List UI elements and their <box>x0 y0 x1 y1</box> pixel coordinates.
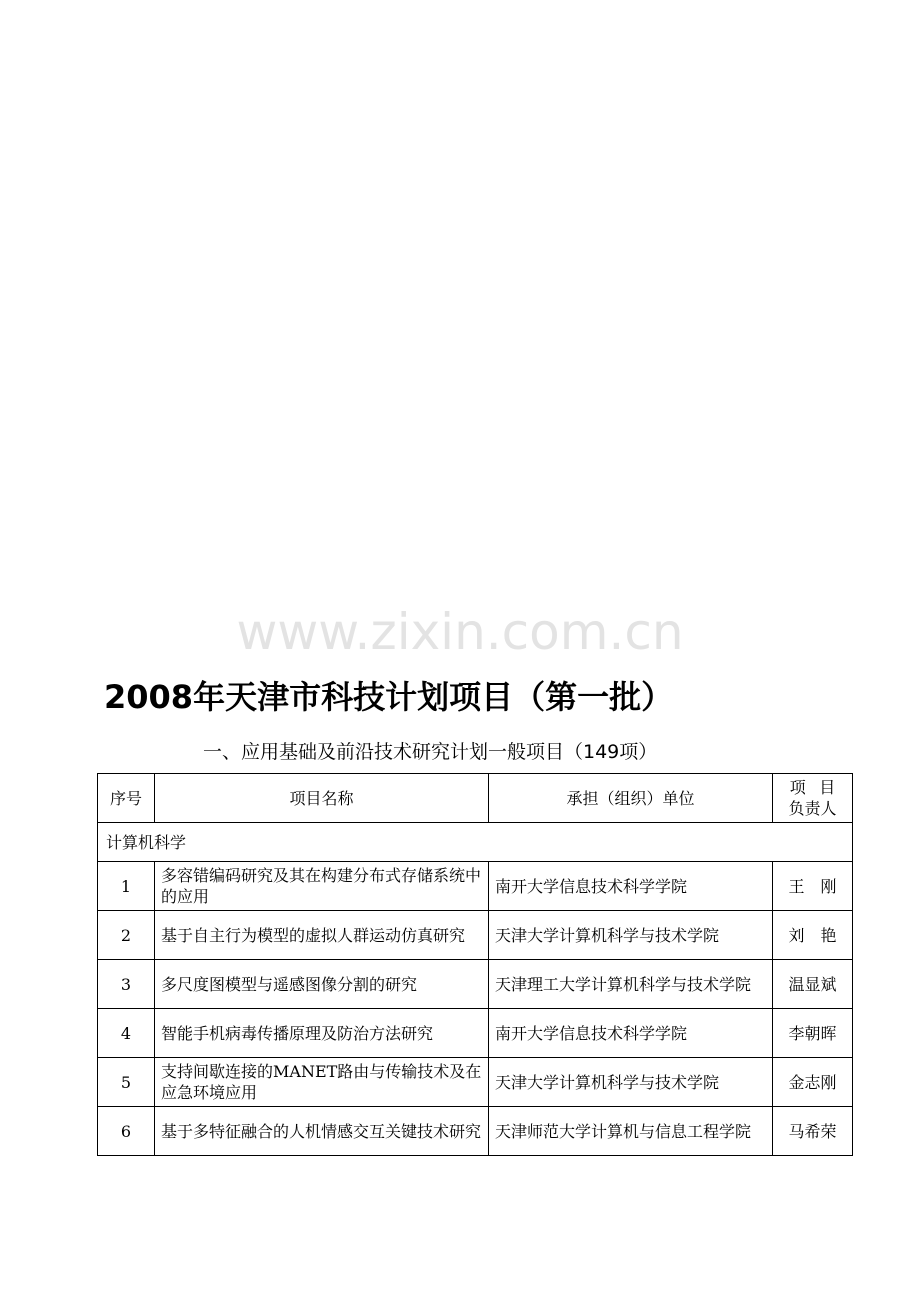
row-project-name: 多容错编码研究及其在构建分布式存储系统中的应用 <box>155 862 489 911</box>
row-unit: 天津理工大学计算机科学与技术学院 <box>489 960 773 1009</box>
row-unit: 天津大学计算机科学与技术学院 <box>489 911 773 960</box>
row-no: 6 <box>98 1107 155 1156</box>
row-unit: 天津大学计算机科学与技术学院 <box>489 1058 773 1107</box>
header-name: 项目名称 <box>155 774 489 823</box>
table-row <box>98 1058 853 1107</box>
header-lead-line2: 负责人 <box>788 799 837 818</box>
projects-table <box>97 773 853 1156</box>
row-no: 4 <box>98 1009 155 1058</box>
header-lead-char-2: 目 <box>819 778 836 797</box>
row-project-name: 智能手机病毒传播原理及防治方法研究 <box>155 1009 489 1058</box>
header-lead-char-1: 项 <box>789 778 806 797</box>
row-unit: 南开大学信息技术科学学院 <box>489 862 773 911</box>
row-lead: 王 刚 <box>773 862 853 911</box>
row-lead: 金志刚 <box>773 1058 853 1107</box>
row-no: 1 <box>98 862 155 911</box>
table-header-row <box>98 774 853 823</box>
table-row <box>98 1107 853 1156</box>
row-no: 2 <box>98 911 155 960</box>
row-project-name: 基于自主行为模型的虚拟人群运动仿真研究 <box>155 911 489 960</box>
category-label: 计算机科学 <box>98 823 853 862</box>
header-lead <box>773 774 853 823</box>
row-no: 3 <box>98 960 155 1009</box>
section-title: 一、应用基础及前沿技术研究计划一般项目（149项） <box>203 741 658 763</box>
row-project-name: 基于多特征融合的人机情感交互关键技术研究 <box>155 1107 489 1156</box>
table-row <box>98 911 853 960</box>
watermark: www.zixin.com.cn <box>236 603 684 661</box>
row-project-name: 支持间歇连接的MANET路由与传输技术及在应急环境应用 <box>155 1058 489 1107</box>
row-lead: 温显斌 <box>773 960 853 1009</box>
table-row <box>98 862 853 911</box>
category-row <box>98 823 853 862</box>
row-unit: 南开大学信息技术科学学院 <box>489 1009 773 1058</box>
row-unit: 天津师范大学计算机与信息工程学院 <box>489 1107 773 1156</box>
row-lead: 马希荣 <box>773 1107 853 1156</box>
table-row <box>98 1009 853 1058</box>
header-unit: 承担（组织）单位 <box>489 774 773 823</box>
document-title: 2008年天津市科技计划项目（第一批） <box>104 678 674 716</box>
row-project-name: 多尺度图模型与遥感图像分割的研究 <box>155 960 489 1009</box>
row-lead: 李朝晖 <box>773 1009 853 1058</box>
row-no: 5 <box>98 1058 155 1107</box>
header-no: 序号 <box>98 774 155 823</box>
row-lead: 刘 艳 <box>773 911 853 960</box>
header-lead-line1 <box>779 777 846 798</box>
table-row <box>98 960 853 1009</box>
